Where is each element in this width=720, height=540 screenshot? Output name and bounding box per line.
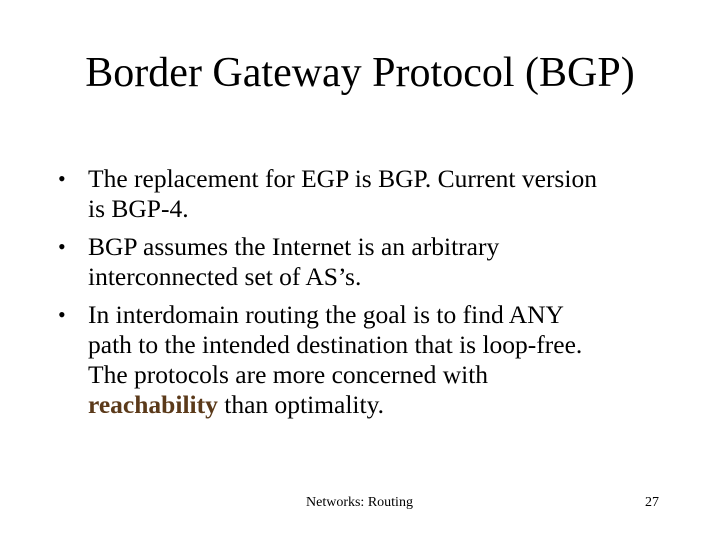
bullet-item-2	[58, 232, 678, 292]
bullet-1-line-1: The replacement for EGP is BGP. Current version	[88, 164, 597, 193]
bullet-2-line-1: BGP assumes the Internet is an arbitrary	[88, 232, 500, 261]
bullet-icon: •	[58, 302, 66, 327]
bullet-icon: •	[58, 234, 66, 259]
footer-text: Networks: Routing	[306, 495, 413, 510]
page-number: 27	[645, 495, 659, 510]
bullet-3-line-4	[88, 390, 678, 420]
bullet-3-line-3: The protocols are more concerned with	[88, 360, 489, 389]
bullet-1-line-2: is BGP-4.	[88, 194, 189, 223]
bullet-3-line-4-rest: than optimality.	[217, 390, 385, 419]
bullet-icon: •	[58, 166, 66, 191]
bullet-item-3	[58, 300, 678, 420]
emphasis-reachability: reachability	[88, 390, 218, 419]
bullet-3-line-1: In interdomain routing the goal is to find ANY	[88, 300, 564, 329]
bullet-list	[58, 164, 678, 428]
bullet-3-line-2: path to the intended destination that is loop-free.	[88, 330, 583, 359]
slide-title: Border Gateway Protocol (BGP)	[85, 50, 635, 96]
bullet-2-line-2: interconnected set of AS’s.	[88, 262, 362, 291]
bullet-item-1	[58, 164, 678, 224]
